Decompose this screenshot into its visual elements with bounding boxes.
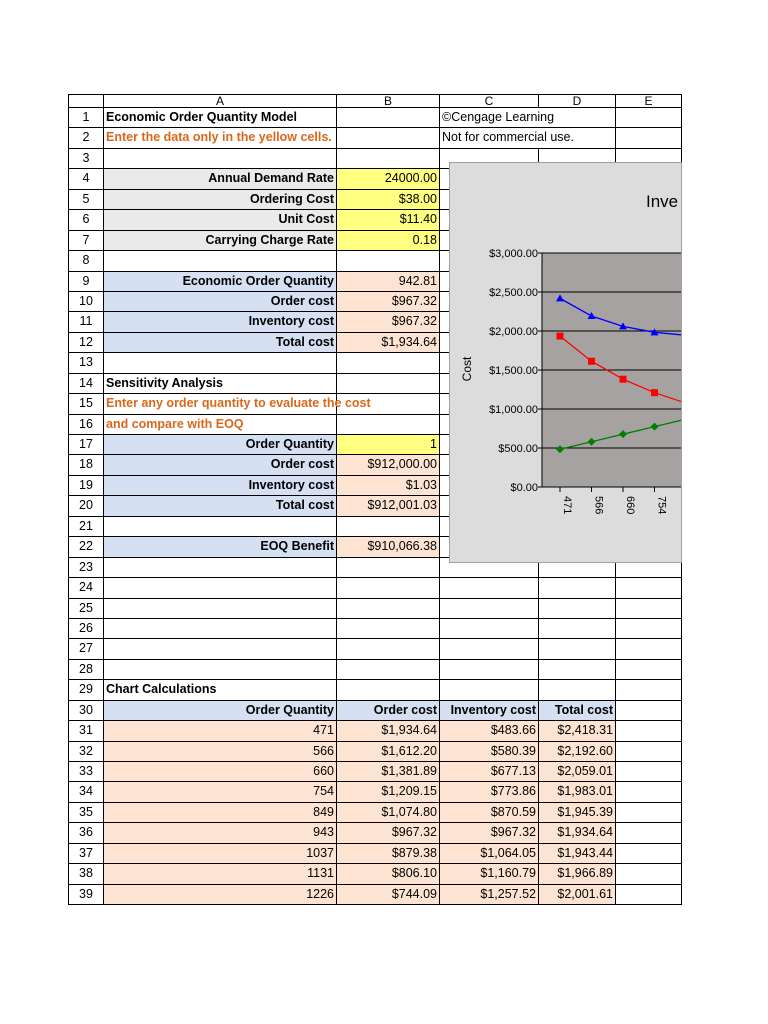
cell-b[interactable]: $910,066.38 bbox=[337, 537, 440, 556]
cell-b[interactable] bbox=[337, 128, 440, 147]
cell-b[interactable]: $912,001.03 bbox=[337, 496, 440, 515]
cell-b[interactable]: Order cost bbox=[337, 701, 440, 720]
cell-a[interactable] bbox=[104, 599, 337, 618]
cell-a[interactable]: Inventory cost bbox=[104, 312, 337, 331]
cell-b[interactable]: $1,934.64 bbox=[337, 333, 440, 352]
y-tick-label: $2,000.00 bbox=[489, 326, 538, 338]
cell-b[interactable] bbox=[337, 374, 440, 393]
cell-c[interactable]: $967.32 bbox=[440, 823, 539, 842]
sheet-row bbox=[68, 762, 682, 782]
cell-d[interactable]: $1,934.64 bbox=[539, 823, 616, 842]
cell-e[interactable] bbox=[616, 762, 682, 781]
sheet-row bbox=[68, 782, 682, 802]
cell-b[interactable]: 942.81 bbox=[337, 272, 440, 291]
sheet-row bbox=[68, 885, 682, 905]
cell-e[interactable] bbox=[616, 578, 682, 597]
cell-a[interactable]: Ordering Cost bbox=[104, 190, 337, 209]
cell-e[interactable] bbox=[616, 701, 682, 720]
sheet-row bbox=[68, 599, 682, 619]
cell-d[interactable] bbox=[539, 639, 616, 658]
cell-b[interactable] bbox=[337, 578, 440, 597]
cell-e[interactable] bbox=[616, 823, 682, 842]
cell-a[interactable] bbox=[104, 558, 337, 577]
cell-c[interactable] bbox=[440, 660, 539, 679]
cost-chart[interactable] bbox=[449, 162, 682, 563]
x-tick-label: 471 bbox=[561, 496, 573, 515]
cell-b[interactable] bbox=[337, 660, 440, 679]
cell-a[interactable]: Enter any order quantity to evaluate the cost bbox=[104, 394, 337, 413]
cell-d[interactable]: $2,001.61 bbox=[539, 885, 616, 904]
cell-c[interactable]: $1,257.52 bbox=[440, 885, 539, 904]
cell-b[interactable] bbox=[337, 639, 440, 658]
cell-a[interactable]: Total cost bbox=[104, 333, 337, 352]
y-axis-title: Cost bbox=[460, 356, 474, 382]
row-number[interactable]: 4 bbox=[68, 169, 104, 188]
cell-a[interactable]: Order cost bbox=[104, 455, 337, 474]
cell-e[interactable] bbox=[616, 680, 682, 699]
cell-d[interactable] bbox=[539, 619, 616, 638]
cell-a[interactable]: Order Quantity bbox=[104, 435, 337, 454]
sheet-row bbox=[68, 128, 682, 148]
row-number[interactable]: 18 bbox=[68, 455, 104, 474]
cell-e[interactable] bbox=[616, 619, 682, 638]
column-header-b[interactable]: B bbox=[337, 95, 440, 107]
row-number[interactable]: 3 bbox=[68, 149, 104, 168]
cell-a[interactable]: 660 bbox=[104, 762, 337, 781]
row-number[interactable]: 6 bbox=[68, 210, 104, 229]
cell-b[interactable]: 24000.00 bbox=[337, 169, 440, 188]
sheet-row bbox=[68, 619, 682, 639]
row-number[interactable]: 2 bbox=[68, 128, 104, 147]
cell-e[interactable] bbox=[616, 782, 682, 801]
row-number[interactable]: 22 bbox=[68, 537, 104, 556]
cell-c[interactable] bbox=[440, 599, 539, 618]
cell-a[interactable]: 1037 bbox=[104, 844, 337, 863]
x-tick-label: 754 bbox=[655, 496, 668, 515]
cell-c[interactable] bbox=[440, 578, 539, 597]
cell-c[interactable]: Not for commercial use. bbox=[440, 128, 616, 147]
cell-a[interactable]: 1226 bbox=[104, 885, 337, 904]
cell-b[interactable]: $912,000.00 bbox=[337, 455, 440, 474]
cell-c[interactable]: $677.13 bbox=[440, 762, 539, 781]
cell-a[interactable]: Sensitivity Analysis bbox=[104, 374, 337, 393]
row-number[interactable]: 34 bbox=[68, 782, 104, 801]
sheet-row bbox=[68, 742, 682, 762]
cell-d[interactable]: $1,943.44 bbox=[539, 844, 616, 863]
cell-a[interactable]: Total cost bbox=[104, 496, 337, 515]
y-tick-label: $0.00 bbox=[510, 482, 538, 494]
cell-b[interactable] bbox=[337, 108, 440, 127]
row-number[interactable]: 10 bbox=[68, 292, 104, 311]
row-number[interactable]: 11 bbox=[68, 312, 104, 331]
cell-b[interactable]: $11.40 bbox=[337, 210, 440, 229]
sheet-row bbox=[68, 108, 682, 128]
x-tick-label: 566 bbox=[592, 496, 605, 515]
row-number[interactable]: 39 bbox=[68, 885, 104, 904]
cell-b[interactable]: $1.03 bbox=[337, 476, 440, 495]
row-number[interactable]: 16 bbox=[68, 415, 104, 434]
sheet-row bbox=[68, 823, 682, 843]
column-header-e[interactable]: E bbox=[616, 95, 682, 107]
cell-b[interactable] bbox=[337, 517, 440, 536]
cell-a[interactable] bbox=[104, 660, 337, 679]
cell-a[interactable]: Annual Demand Rate bbox=[104, 169, 337, 188]
row-number[interactable]: 23 bbox=[68, 558, 104, 577]
row-number[interactable]: 38 bbox=[68, 864, 104, 883]
cell-a[interactable]: Economic Order Quantity Model bbox=[104, 108, 337, 127]
cell-e[interactable] bbox=[616, 885, 682, 904]
cell-e[interactable] bbox=[616, 108, 682, 127]
cell-c[interactable]: $1,064.05 bbox=[440, 844, 539, 863]
y-tick-label: $500.00 bbox=[498, 443, 538, 455]
cell-e[interactable] bbox=[616, 721, 682, 740]
cell-a[interactable]: 849 bbox=[104, 803, 337, 822]
sheet-row bbox=[68, 844, 682, 864]
sheet-row bbox=[68, 803, 682, 823]
row-number[interactable]: 29 bbox=[68, 680, 104, 699]
cell-e[interactable] bbox=[616, 599, 682, 618]
cell-a[interactable]: 471 bbox=[104, 721, 337, 740]
cell-b[interactable] bbox=[337, 558, 440, 577]
y-tick-label: $1,000.00 bbox=[489, 404, 538, 416]
row-number[interactable]: 15 bbox=[68, 394, 104, 413]
sheet-row bbox=[68, 721, 682, 741]
cell-a[interactable]: EOQ Benefit bbox=[104, 537, 337, 556]
row-number[interactable]: 24 bbox=[68, 578, 104, 597]
row-number[interactable]: 13 bbox=[68, 353, 104, 372]
x-tick-label: 660 bbox=[624, 496, 636, 515]
cell-c[interactable]: $580.39 bbox=[440, 742, 539, 761]
cell-e[interactable] bbox=[616, 844, 682, 863]
cell-b[interactable]: $744.09 bbox=[337, 885, 440, 904]
cell-e[interactable] bbox=[616, 128, 682, 147]
cell-b[interactable]: 0.18 bbox=[337, 231, 440, 250]
cell-d[interactable] bbox=[539, 578, 616, 597]
row-number[interactable]: 33 bbox=[68, 762, 104, 781]
cell-a[interactable] bbox=[104, 639, 337, 658]
cell-b[interactable] bbox=[337, 619, 440, 638]
cell-d[interactable]: $1,983.01 bbox=[539, 782, 616, 801]
sheet-row bbox=[68, 864, 682, 884]
cell-b[interactable]: $967.32 bbox=[337, 292, 440, 311]
row-number[interactable]: 21 bbox=[68, 517, 104, 536]
cell-e[interactable] bbox=[616, 742, 682, 761]
chart-title: Inve bbox=[646, 192, 679, 211]
row-number[interactable]: 27 bbox=[68, 639, 104, 658]
data-point[interactable] bbox=[588, 358, 595, 365]
row-number[interactable]: 25 bbox=[68, 599, 104, 618]
cell-d[interactable] bbox=[539, 599, 616, 618]
cell-a[interactable]: 754 bbox=[104, 782, 337, 801]
cell-b[interactable]: $1,209.15 bbox=[337, 782, 440, 801]
row-number[interactable]: 19 bbox=[68, 476, 104, 495]
cell-d[interactable]: Total cost bbox=[539, 701, 616, 720]
row-number[interactable]: 1 bbox=[68, 108, 104, 127]
cell-a[interactable]: and compare with EOQ bbox=[104, 415, 337, 434]
column-header-d[interactable]: D bbox=[539, 95, 616, 107]
cell-d[interactable] bbox=[539, 680, 616, 699]
cell-b[interactable]: $1,934.64 bbox=[337, 721, 440, 740]
row-number[interactable]: 9 bbox=[68, 272, 104, 291]
cell-e[interactable] bbox=[616, 660, 682, 679]
data-point[interactable] bbox=[651, 389, 658, 396]
cell-a[interactable]: 943 bbox=[104, 823, 337, 842]
cell-b[interactable] bbox=[337, 680, 440, 699]
cell-b[interactable]: $806.10 bbox=[337, 864, 440, 883]
cell-e[interactable] bbox=[616, 864, 682, 883]
cell-d[interactable]: $2,192.60 bbox=[539, 742, 616, 761]
cell-c[interactable]: $870.59 bbox=[440, 803, 539, 822]
row-number[interactable]: 36 bbox=[68, 823, 104, 842]
cell-d[interactable]: $2,059.01 bbox=[539, 762, 616, 781]
data-point[interactable] bbox=[557, 333, 564, 340]
cell-a[interactable] bbox=[104, 619, 337, 638]
cell-e[interactable] bbox=[616, 639, 682, 658]
cell-c[interactable]: $483.66 bbox=[440, 721, 539, 740]
cell-b[interactable] bbox=[337, 599, 440, 618]
data-point[interactable] bbox=[620, 376, 627, 383]
cell-a[interactable] bbox=[104, 578, 337, 597]
cell-a[interactable]: Chart Calculations bbox=[104, 680, 337, 699]
sheet-row bbox=[68, 660, 682, 680]
cell-b[interactable]: 1 bbox=[337, 435, 440, 454]
cell-a[interactable] bbox=[104, 251, 337, 270]
cell-a[interactable]: 566 bbox=[104, 742, 337, 761]
sheet-row bbox=[68, 701, 682, 721]
row-number[interactable]: 20 bbox=[68, 496, 104, 515]
cell-a[interactable]: Unit Cost bbox=[104, 210, 337, 229]
row-number[interactable]: 7 bbox=[68, 231, 104, 250]
column-header-a[interactable]: A bbox=[104, 95, 337, 107]
cell-c[interactable] bbox=[440, 639, 539, 658]
row-number[interactable]: 8 bbox=[68, 251, 104, 270]
row-number[interactable]: 14 bbox=[68, 374, 104, 393]
cell-b[interactable]: $1,074.80 bbox=[337, 803, 440, 822]
cell-c[interactable]: $773.86 bbox=[440, 782, 539, 801]
cell-d[interactable]: $1,966.89 bbox=[539, 864, 616, 883]
cell-a[interactable]: Order Quantity bbox=[104, 701, 337, 720]
cell-a[interactable] bbox=[104, 149, 337, 168]
sheet-row bbox=[68, 639, 682, 659]
row-number[interactable]: 26 bbox=[68, 619, 104, 638]
cell-a[interactable] bbox=[104, 353, 337, 372]
cell-c[interactable]: Inventory cost bbox=[440, 701, 539, 720]
row-number[interactable]: 12 bbox=[68, 333, 104, 352]
cell-a[interactable]: Economic Order Quantity bbox=[104, 272, 337, 291]
chart-canvas bbox=[450, 163, 682, 563]
cell-d[interactable]: $2,418.31 bbox=[539, 721, 616, 740]
corner-cell[interactable] bbox=[68, 95, 104, 107]
cell-a[interactable]: Carrying Charge Rate bbox=[104, 231, 337, 250]
cell-b[interactable] bbox=[337, 149, 440, 168]
cell-a[interactable] bbox=[104, 517, 337, 536]
row-number[interactable]: 37 bbox=[68, 844, 104, 863]
cell-b[interactable]: $1,612.20 bbox=[337, 742, 440, 761]
cell-a[interactable]: Enter the data only in the yellow cells. bbox=[104, 128, 337, 147]
row-number[interactable]: 28 bbox=[68, 660, 104, 679]
row-number[interactable]: 17 bbox=[68, 435, 104, 454]
cell-c[interactable]: ©Cengage Learning bbox=[440, 108, 616, 127]
cell-a[interactable]: Inventory cost bbox=[104, 476, 337, 495]
cell-e[interactable] bbox=[616, 803, 682, 822]
sheet-row bbox=[68, 578, 682, 598]
cell-d[interactable] bbox=[539, 660, 616, 679]
column-header-c[interactable]: C bbox=[440, 95, 539, 107]
y-tick-label: $2,500.00 bbox=[489, 287, 538, 299]
cell-c[interactable] bbox=[440, 680, 539, 699]
cell-b[interactable]: $38.00 bbox=[337, 190, 440, 209]
y-tick-label: $3,000.00 bbox=[489, 248, 538, 260]
cell-b[interactable] bbox=[337, 415, 440, 434]
row-number[interactable]: 32 bbox=[68, 742, 104, 761]
cell-b[interactable] bbox=[337, 353, 440, 372]
y-tick-label: $1,500.00 bbox=[489, 365, 538, 377]
cell-b[interactable]: $967.32 bbox=[337, 312, 440, 331]
row-number[interactable]: 5 bbox=[68, 190, 104, 209]
cell-b[interactable]: $879.38 bbox=[337, 844, 440, 863]
row-number[interactable]: 30 bbox=[68, 701, 104, 720]
cell-a[interactable]: 1131 bbox=[104, 864, 337, 883]
cell-b[interactable]: $1,381.89 bbox=[337, 762, 440, 781]
row-number[interactable]: 35 bbox=[68, 803, 104, 822]
cell-c[interactable]: $1,160.79 bbox=[440, 864, 539, 883]
column-header-row bbox=[68, 94, 682, 108]
cell-a[interactable]: Order cost bbox=[104, 292, 337, 311]
row-number[interactable]: 31 bbox=[68, 721, 104, 740]
sheet-row bbox=[68, 680, 682, 700]
cell-d[interactable]: $1,945.39 bbox=[539, 803, 616, 822]
cell-c[interactable] bbox=[440, 619, 539, 638]
cell-b[interactable] bbox=[337, 251, 440, 270]
cell-b[interactable]: $967.32 bbox=[337, 823, 440, 842]
